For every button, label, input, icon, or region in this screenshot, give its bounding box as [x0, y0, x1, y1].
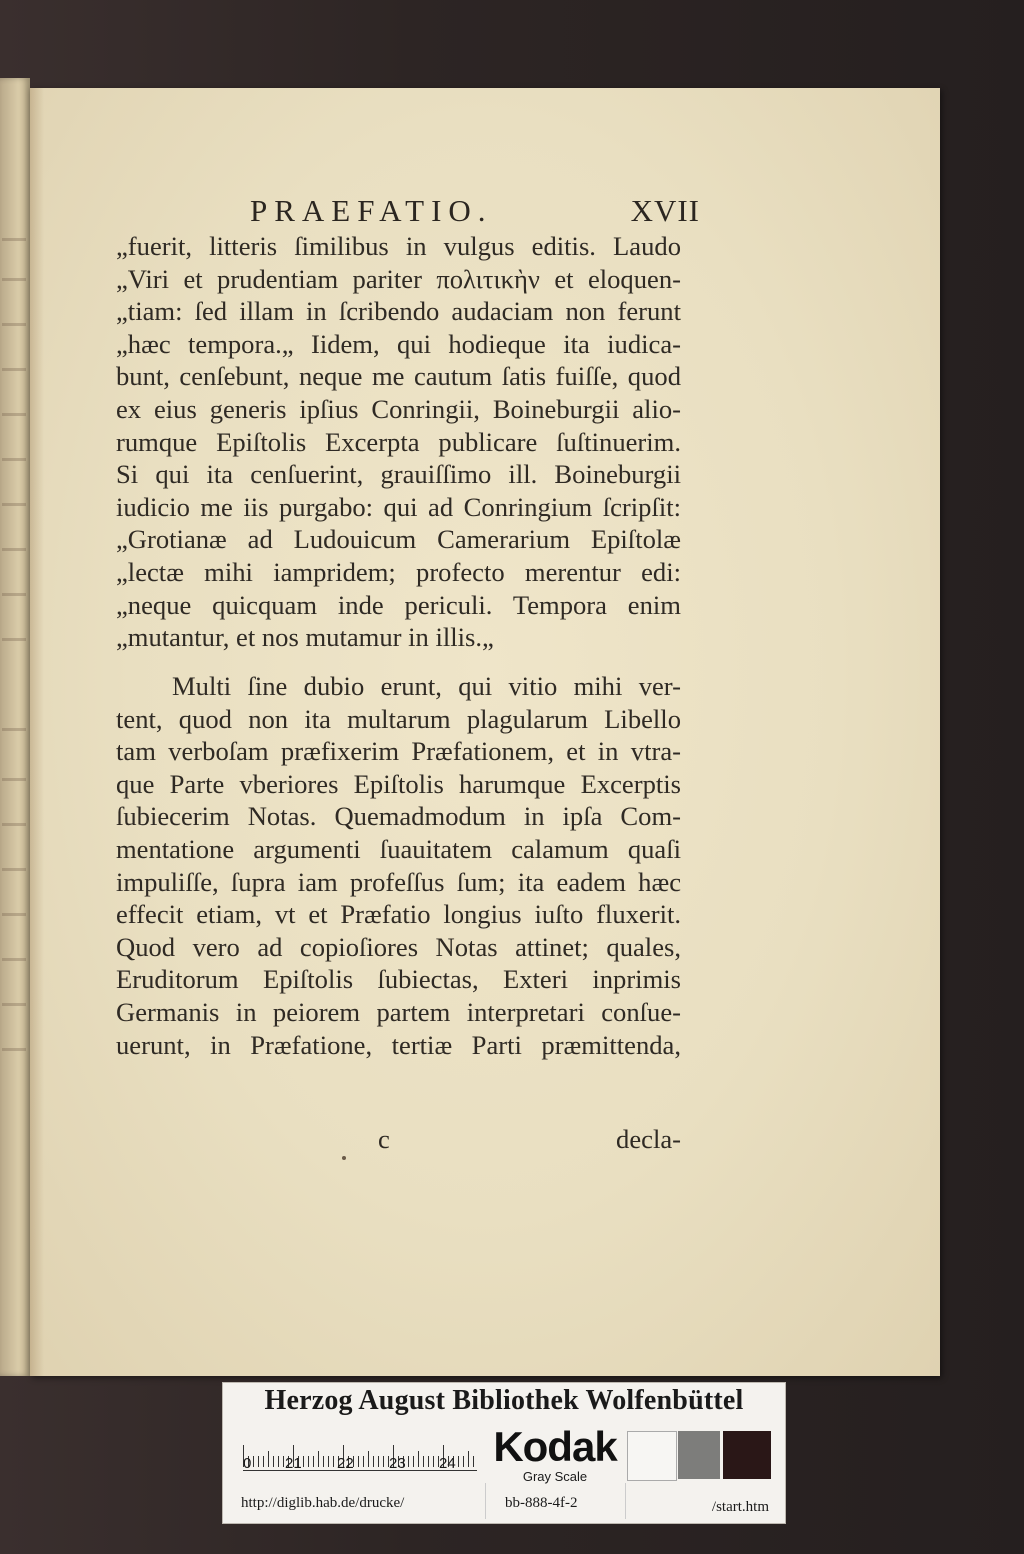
text-line: effecit etiam, vt et Præfatio longius iuſto fluxerit.	[116, 899, 681, 930]
ruler-number: 21	[285, 1455, 302, 1472]
ruler-number: 23	[389, 1455, 406, 1472]
text-line: rumque Epiſtolis Excerpta publicare ſuſtinuerim.	[116, 426, 681, 457]
adjacent-page-edge	[0, 78, 30, 1376]
card-separator	[485, 1483, 486, 1519]
gray-scale-label: Gray Scale	[522, 1469, 588, 1484]
text-line: tent, quod non ita multarum plagularum Libello	[116, 703, 681, 734]
ink-speck	[342, 1156, 346, 1160]
page-footer	[116, 1124, 681, 1158]
white-patch	[627, 1431, 677, 1481]
dark-patch	[723, 1431, 771, 1479]
text-line: Quod vero ad copioſiores Notas attinet; quales,	[116, 931, 681, 962]
kodak-logo: Kodak	[493, 1423, 617, 1470]
header-title: PRAEFATIO.	[250, 193, 493, 228]
running-header	[250, 193, 700, 233]
catchword: decla-	[616, 1124, 681, 1154]
text-line: „fuerit, litteris ſimilibus in vulgus editis. Laudo	[116, 231, 681, 261]
text-line: „hæc tempora.„ Iidem, qui hodieque ita iudica-	[116, 328, 681, 359]
text-line: „lectæ mihi iampridem; profecto merentur edi:	[116, 556, 681, 587]
text-line: Si qui ita cenſuerint, grauiſſimo ill. Boineburgii	[116, 459, 681, 490]
card-separator	[625, 1483, 626, 1519]
gray-patch	[678, 1431, 720, 1479]
text-line: „mutantur, et nos mutamur in illis.„	[116, 622, 494, 653]
text-line: ex eius generis ipſius Conringii, Boineburgii alio-	[116, 393, 681, 424]
text-line: „Grotianæ ad Ludouicum Camerarium Epiſtolæ	[116, 524, 681, 555]
library-color-card	[222, 1382, 786, 1524]
text-line: Multi ſine dubio erunt, qui vitio mihi ver-	[172, 671, 681, 701]
ruler-number: 24	[439, 1455, 456, 1472]
ruler-number: 22	[337, 1455, 354, 1472]
text-line: iudicio me iis purgabo: qui ad Conringium ſcripſit:	[116, 491, 681, 522]
text-line: tam verboſam præfixerim Præfationem, et in vtra-	[116, 736, 681, 767]
text-line: ſubiecerim Notas. Quemadmodum in ipſa Com-	[116, 801, 681, 832]
text-line: „neque quicquam inde periculi. Tempora enim	[116, 589, 681, 620]
book-page	[30, 88, 940, 1376]
text-line: Germanis in peiorem partem interpretari conſue-	[116, 996, 681, 1027]
ruler-number: 0	[243, 1455, 252, 1472]
text-line: mentatione argumenti ſuauitatem calamum quaſi	[116, 833, 681, 864]
page-number: XVII	[630, 193, 700, 228]
ruler-numbers	[243, 1455, 483, 1471]
text-line: „Viri et prudentiam pariter πολιτικὴν et eloquen-	[116, 263, 681, 294]
text-line: impuliſſe, ſupra iam profeſſus ſum; ita eadem hæc	[116, 866, 681, 897]
shelfmark: bb-888-4f-2	[505, 1495, 578, 1511]
library-url: http://diglib.hab.de/drucke/	[241, 1495, 405, 1511]
text-line: bunt, cenſebunt, neque me cautum ſatis fuiſſe, quod	[116, 361, 681, 392]
start-path: /start.htm	[711, 1499, 769, 1515]
signature-mark: c	[378, 1124, 390, 1154]
paragraph-2	[116, 670, 681, 1061]
text-line: „tiam: ſed illam in ſcribendo audaciam non ferunt	[116, 296, 681, 327]
text-line: que Parte vberiores Epiſtolis harumque Excerptis	[116, 768, 681, 799]
paragraph-1	[116, 230, 681, 654]
library-name: Herzog August Bibliothek Wolfenbüttel	[264, 1385, 744, 1416]
text-line: Eruditorum Epiſtolis ſubiectas, Exteri inprimis	[116, 964, 681, 995]
text-line: uerunt, in Præfatione, tertiæ Parti præmittenda,	[116, 1029, 681, 1060]
